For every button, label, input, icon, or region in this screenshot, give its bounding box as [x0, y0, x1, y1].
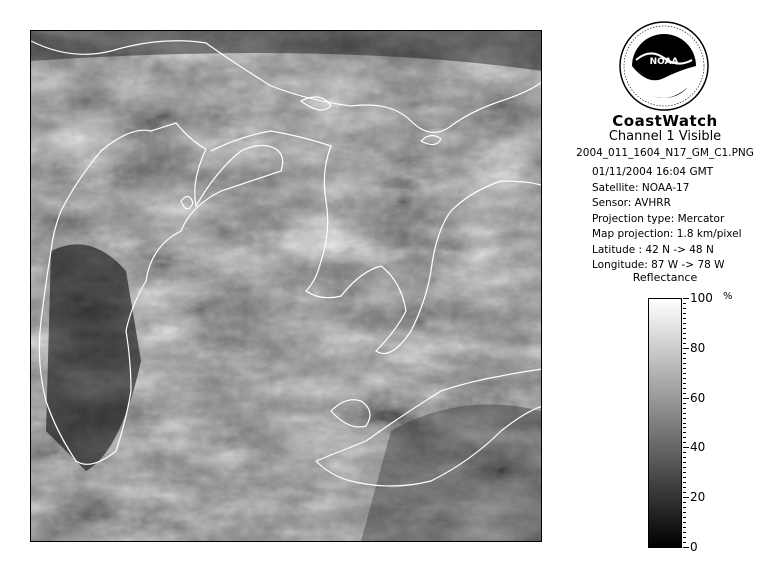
colorbar-label: Reflectance: [632, 271, 698, 284]
colorbar-minor-tick: [683, 333, 686, 334]
colorbar-tick-label: 20: [690, 490, 706, 504]
colorbar-minor-tick: [683, 318, 686, 319]
reflectance-colorbar: [648, 298, 682, 548]
colorbar-minor-tick: [683, 467, 686, 468]
colorbar-minor-tick: [683, 462, 686, 463]
colorbar-minor-tick: [683, 408, 686, 409]
sensor-name: Sensor: AVHRR: [592, 197, 671, 209]
satellite-image-map: [30, 30, 542, 542]
colorbar-minor-tick: [683, 328, 686, 329]
longitude-range: Longitude: 87 W -> 78 W: [592, 259, 725, 271]
image-metadata: [592, 165, 742, 274]
colorbar-minor-tick: [683, 512, 686, 513]
colorbar-minor-tick: [683, 457, 686, 458]
colorbar-minor-tick: [683, 363, 686, 364]
colorbar-minor-tick: [683, 373, 686, 374]
colorbar-minor-tick: [683, 507, 686, 508]
map-projection: Map projection: 1.8 km/pixel: [592, 228, 742, 240]
colorbar-minor-tick: [683, 423, 686, 424]
colorbar-minor-tick: [683, 393, 686, 394]
colorbar-unit: %: [723, 291, 733, 302]
colorbar-minor-tick: [683, 358, 686, 359]
colorbar-minor-tick: [683, 502, 686, 503]
colorbar-tick-label: 60: [690, 391, 706, 405]
colorbar-minor-tick: [683, 477, 686, 478]
logo-text: NOAA: [649, 57, 679, 67]
colorbar-minor-tick: [683, 413, 686, 414]
colorbar-minor-tick: [683, 447, 686, 448]
colorbar-minor-tick: [683, 403, 686, 404]
satellite-name: Satellite: NOAA-17: [592, 181, 690, 194]
colorbar-minor-tick: [683, 497, 686, 498]
colorbar-minor-tick: [683, 338, 686, 339]
colorbar-minor-tick: [683, 368, 686, 369]
colorbar-minor-tick: [683, 442, 686, 443]
product-title: CoastWatch: [612, 112, 718, 130]
noaa-logo: [618, 20, 710, 112]
colorbar-minor-tick: [683, 547, 686, 548]
projection-type: Projection type: Mercator: [592, 212, 725, 225]
acquisition-datetime: 01/11/2004 16:04 GMT: [592, 166, 714, 178]
colorbar-minor-tick: [683, 348, 686, 349]
colorbar-minor-tick: [683, 437, 686, 438]
colorbar-minor-tick: [683, 537, 686, 538]
colorbar-minor-tick: [683, 522, 686, 523]
colorbar-minor-tick: [683, 323, 686, 324]
colorbar-minor-tick: [683, 452, 686, 453]
colorbar-minor-tick: [683, 343, 686, 344]
colorbar-minor-tick: [683, 517, 686, 518]
colorbar-minor-tick: [683, 313, 686, 314]
colorbar-minor-tick: [683, 482, 686, 483]
colorbar-minor-tick: [683, 472, 686, 473]
cloud-imagery: [31, 31, 542, 542]
colorbar-minor-tick: [683, 432, 686, 433]
colorbar-minor-tick: [683, 298, 686, 299]
colorbar-tick-label: 0: [690, 540, 698, 554]
image-filename: 2004_011_1604_N17_GM_C1.PNG: [576, 147, 754, 159]
colorbar-minor-tick: [683, 542, 686, 543]
colorbar-minor-tick: [683, 353, 686, 354]
colorbar-minor-tick: [683, 303, 686, 304]
colorbar-minor-tick: [683, 398, 686, 399]
colorbar-tick-label: 40: [690, 440, 706, 454]
colorbar-minor-tick: [683, 487, 686, 488]
colorbar-minor-tick: [683, 527, 686, 528]
colorbar-minor-tick: [683, 378, 686, 379]
channel-subtitle: Channel 1 Visible: [608, 129, 722, 144]
colorbar-minor-tick: [683, 418, 686, 419]
colorbar-tick-label: 80: [690, 341, 706, 355]
colorbar-minor-tick: [683, 388, 686, 389]
latitude-range: Latitude : 42 N -> 48 N: [592, 243, 714, 256]
colorbar-minor-tick: [683, 492, 686, 493]
colorbar-tick-label: 100: [690, 291, 713, 305]
colorbar-minor-tick: [683, 383, 686, 384]
colorbar-minor-tick: [683, 427, 686, 428]
colorbar-minor-tick: [683, 532, 686, 533]
colorbar-minor-tick: [683, 308, 686, 309]
